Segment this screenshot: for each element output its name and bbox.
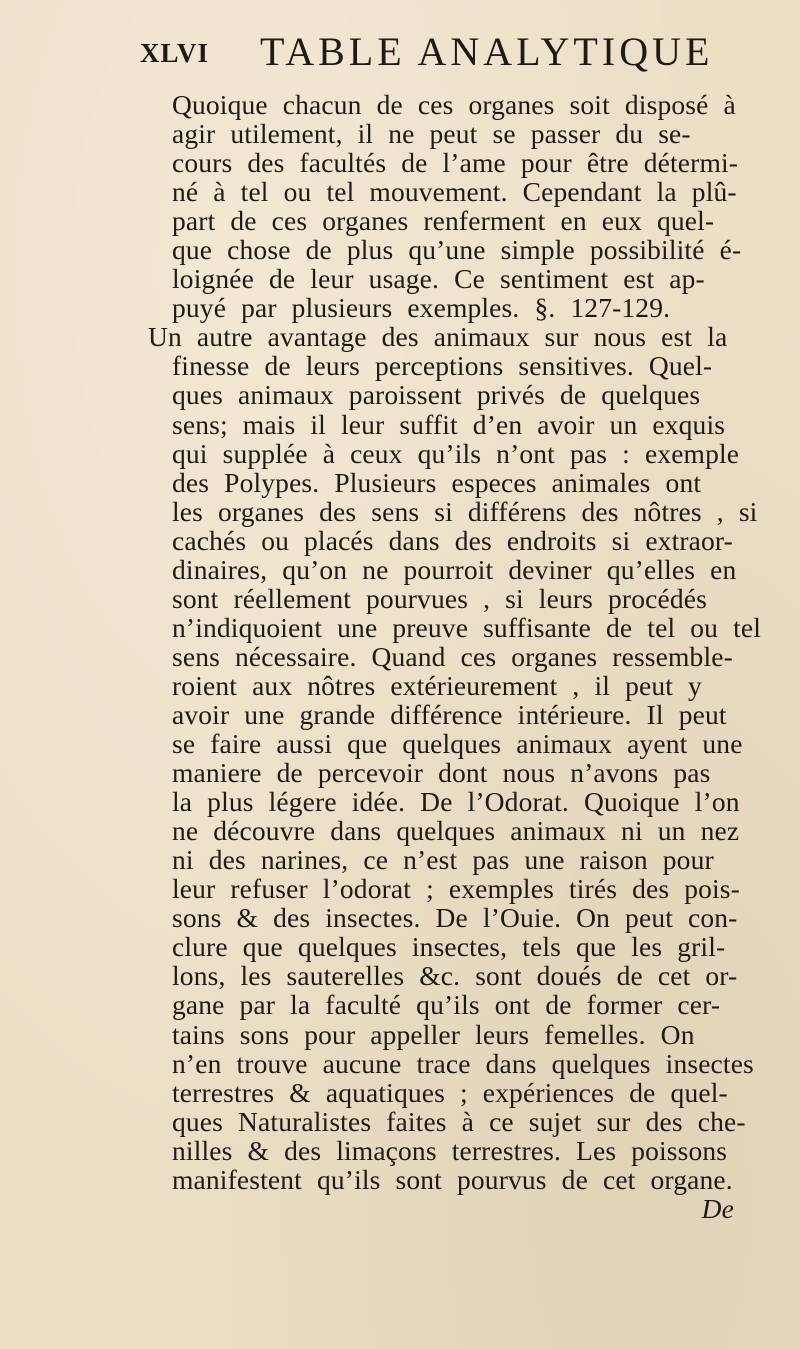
text-line: Quoique chacun de ces organes soit disposé à <box>172 89 736 120</box>
folio-number: XLVI <box>140 38 210 68</box>
text-line: leur refuser l’odorat ; exemples tirés des pois- <box>172 873 740 905</box>
text-line: nilles & des limaçons terrestres. Les poissons <box>172 1134 728 1166</box>
text-line: loignée de leur usage. Ce sentiment est ap- <box>172 263 705 295</box>
text-line: sons & des insectes. De l’Ouie. On peut con- <box>172 902 738 934</box>
text-line: agir utilement, il ne peut se passer du se- <box>172 118 691 150</box>
text-line: lons, les sauterelles &c. sont doués de cet or- <box>172 960 738 992</box>
text-line: cachés ou placés dans des endroits si extraor- <box>172 524 733 556</box>
text-line: des Polypes. Plusieurs especes animales ont <box>172 466 702 498</box>
text-line: avoir une grande différence intérieure. Il peut <box>172 698 727 730</box>
catchword: De <box>701 1192 734 1224</box>
text-line: Un autre avantage des animaux sur nous est la <box>148 321 728 353</box>
text-line: terrestres & aquatiques ; expériences de quel- <box>172 1076 728 1108</box>
text-line: clure que quelques insectes, tels que les gril- <box>172 931 726 963</box>
text-line: ni des narines, ce n’est pas une raison pour <box>172 844 714 876</box>
text-line: ne découvre dans quelques animaux ni un nez <box>172 815 740 847</box>
text-line: gane par la faculté qu’ils ont de former cer- <box>172 989 721 1021</box>
text-line: manifestent qu’ils sont pourvus de cet organe. <box>172 1163 733 1195</box>
text-line: que chose de plus qu’une simple possibilité é- <box>172 234 742 266</box>
text-line: se faire aussi que quelques animaux ayent une <box>172 728 743 760</box>
text-line: ques Naturalistes faites à ce sujet sur des che- <box>172 1105 746 1137</box>
text-line: qui supplée à ceux qu’ils n’ont pas : exemple <box>172 437 740 469</box>
text-line: sens nécessaire. Quand ces organes ressemble- <box>172 640 733 672</box>
page-header <box>140 28 714 80</box>
text-line: les organes des sens si différens des nôtres , si <box>172 495 758 527</box>
text-line: sont réellement pourvues , si leurs procédés <box>172 582 707 614</box>
text-line: la plus légere idée. De l’Odorat. Quoique l’on <box>172 786 740 818</box>
text-line: tains sons pour appeller leurs femelles. On <box>172 1018 695 1050</box>
running-title: TABLE ANALYTIQUE <box>260 29 714 74</box>
text-line: maniere de percevoir dont nous n’avons pas <box>172 757 711 789</box>
text-line: n’en trouve aucune trace dans quelques insectes <box>172 1047 754 1079</box>
text-line: né à tel ou tel mouvement. Cependant la plû- <box>172 176 737 208</box>
text-line: n’indiquoient une preuve suffisante de tel ou tel <box>172 611 762 643</box>
text-line: finesse de leurs perceptions sensitives. Quel- <box>172 350 713 382</box>
text-line: sens; mais il leur suffit d’en avoir un exquis <box>172 408 726 440</box>
text-line: part de ces organes renferment en eux quel- <box>172 205 715 237</box>
body-text <box>148 89 792 1224</box>
text-line: dinaires, qu’on ne pourroit deviner qu’elles en <box>172 553 737 585</box>
text-line: cours des facultés de l’ame pour être détermi- <box>172 147 739 179</box>
text-line: roient aux nôtres extérieurement , il peut y <box>172 669 702 701</box>
text-line: ques animaux paroissent privés de quelques <box>172 379 701 411</box>
text-line: puyé par plusieurs exemples. §. 127-129. <box>172 292 671 324</box>
